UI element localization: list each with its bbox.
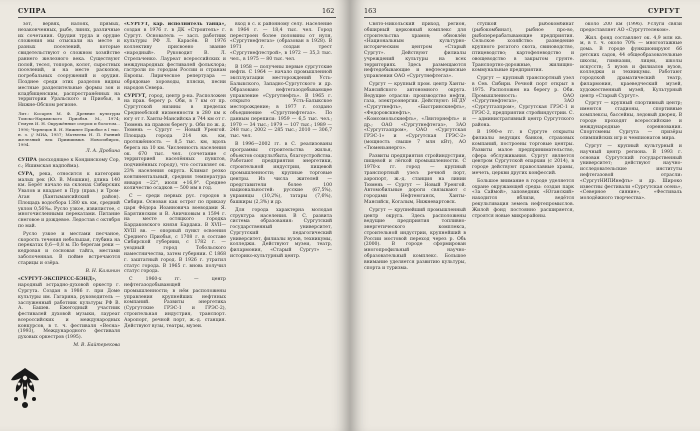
right-page — [350, 0, 700, 431]
article-entry — [124, 22, 226, 92]
page-number-left: 162 — [322, 7, 335, 15]
body-paragraph: Жил. фонд составляет ок. 4,9 млн кв. м, в т. ч. около 70% — многоэтажные дома. В городе функционируют 66 детских садов, 44 общеобразовательные школы, гимназии, лицеи, школы искусств; 5 вузов и филиалов вузов, колледжи и техникумы. Работают городской драматический театр, филармония, краеведческий музей, художественный музей, Культурный центр «Старый Сургут». — [580, 35, 682, 99]
article-entry — [124, 94, 226, 193]
entry-headword: СУРА, — [18, 171, 35, 177]
body-paragraph: Свято-Никольский приход, регион, обширный церковный комплекс для строительства храмов; обновлён «Национальным культурно-историческим центром «Старый Сургут». Действуют филиалы учреждений культуры на всех территориях. Здесь размещаются нефтедобывающие и нефтесервисные управления ОАО «Сургутнефтегаз». — [364, 22, 466, 80]
article-entry — [18, 172, 120, 230]
article-entry — [18, 277, 120, 341]
author-signature: Л. А. Дробина — [85, 149, 120, 155]
body-paragraph: зот, вервях, налоях, прямых, незаконченных, рыбе, линях, различные их сочетания. Орудия труда и орудие сложения мы отыскали на месте и разных поселений, которые свидетельствуют о сложном хозяйстве раннего железного века. Существуют полой, тесел, топоров, колот, сыростных поселений, и на месте раскопов, погребальных сооружений и орудия. Позднее среди этих разделов видны местные разделительные формы зон и кладбищенским, распространённых на территории Уральского и Приобья, в Нижне-Обском регионе. — [18, 22, 120, 109]
article-entry — [18, 158, 120, 170]
body-paragraph: Сургут — крупный культурный и научный центр региона. В 1993 г. основан Сургутский государственный университет; действуют научно-исследовательские институты нефтегазовой отрасли: «СургутНИПИнефть» и др. Широко известны фестивали «Сургутская осень», «Северное сияние», «Фестиваль молодёжного творчества». — [580, 143, 682, 202]
decorative-ornament-icon — [8, 366, 42, 410]
body-paragraph: С 1960-х гг. — центр нефтегазодобывающей промышленности; в нём расположены управления крупнейших нефтяных компаний. Развиты энергетика (Сургутские ГРЭС-1 и ГРЭС-2), строительная индустрия, транспорт. Аэропорт, речной порт, ж.-д. станция. Действуют вузы, театры, музеи. — [124, 277, 226, 329]
entry-text: город, центр р-на. Расположен на прав. берегу р. Оби, в 7 км от пр. Сургутской низины в пределах Среднеобской низменности в 280 км к югу от г. Ханты-Мансийска и 744 км от г. Тюмень на правом берегу р. Оби по ж. д. Тюмень — Сургут — Новый Уренгой. Площадь города 214 кв. км, протяжённость — 8,5 тыс. км, вдоль берега на 10 км. Численность населения ок. 670 тыс. чел. (сочетание с территорией населённых пунктов, подчинённых городу), что составляет ок. 23% населения округа. Климат резко континентальный, средняя температура января −22°, июля +16,9°. Среднее количество осадков — 500 мм в год. — [124, 93, 226, 192]
author-signature: М. В. Байтерекова — [73, 343, 120, 349]
literature-note: Лит.: Косарев М. Ф. Древние культуры Томско-Нарымского Приобья. М., 1974; Гемуев И. Н. Окружённые озером и болотом... 1990; Чернецов В. Н. Нижнее Приобье в I тыс. н. э. // МИА, 1957; Матвеева Н. П. Ранний железный век Приишимья. Новосибирск, 1994. — [18, 110, 120, 148]
body-paragraph: Сургут — крупный пром. центр Ханты-Мансийского автономного округа. Ведущие отрасли: производство нефти, газа, электроэнергии. Действуют: НГДУ «Сургутнефть», «Быстринскнефть», «Федоровскнефть», «Комсомольскнефть», «Лянторнефть» и др.; ОАО «Сургутнефтегаз», ЗАО «Сургутгазпром», ОАО «Сургутская ГРЭС-1» и «Сургутская ГРЭС-2» (мощность свыше 7 млн кВт), АО «Тюменьэнерго». — [364, 81, 466, 151]
entry-headword: СУПРА — [18, 158, 37, 164]
body-paragraph: В 1958 — получены первые сургутские нефти. С 1964 — начало промышленной эксплуатации месторождений Усть-Балыкского, Западно-Сургутского и др. Образовано нефтегазодобывающее управление «Сургутнефть». В 1965 г. открыто Усть-Балыкское месторождение; в 1977 г. создано объединение «Сургутнефтегаз». По данным переписи: 1959 — 6,5 тыс. чел.; 1970 — 34 тыс.; 1979 — 107 тыс.; 1989 — 248 тыс.; 2002 — 285 тыс.; 2010 — 306,7 тыс. чел. — [230, 64, 332, 140]
body-paragraph: вход в с. к районному селу. Население в 1964 г. — 18,4 тыс. чел. Город перестроен более половины от нуля, «Сургутнефтегаз» (образован в 1928). В 1971 г. создан трест «Сургутнефтестрой», в 1972 — 35,3 тыс. чел., в 1975 — 80 тыс. чел. — [230, 22, 332, 62]
body-paragraph: Сургут — крупный транспортный узел в Сев. Сибири. Речной порт открыт в 1975. Расположен на берегу р. Оби. Промышленность: ОАО «Сургутнефтегаз», ЗАО «Сургутгазпром», Сургутская ГРЭС-1 и ГРЭС-2, предприятия стройиндустрии. С. — административный центр Сургутского района. — [472, 76, 574, 128]
right-page-header — [350, 7, 700, 17]
entry-text: народный эстрадно-духовой оркестр г. Сургута. Создан в 1986 г. при Доме культуры им. Гагарина, руководитель — заслуженный работник культуры РФ В. А. Башев. Ежегодный участник фестивалей духовой музыки, лауреат всероссийских и международных конкурсов, в т. ч. фестиваля «Весна» (1993), Международного фестиваля духовых оркестров (1995). — [18, 283, 120, 341]
body-paragraph: Развиты предприятия стройиндустрии, пищевой и лёгкой промышленности. С 1970-х гг. город — крупный транспортный узел: речной порт, аэропорт, ж.-д. станция на линии Тюмень — Сургут — Новый Уренгой. Автомобильные дороги связывают с городами Нефтеюганск, Ханты-Мансийск, Когалым, Нижневартовск. — [364, 153, 466, 205]
running-head-left: СУПРА — [18, 7, 47, 15]
body-paragraph: Для города характерна молодая структура населения. В С. развита система образования: Сургутский государственный университет, Сургутский педагогический университет, филиалы вузов, техникумы, колледжи. Действуют музеи, театр, филармония, «Старый Сургут» — историко-культурный центр. — [230, 207, 332, 260]
body-paragraph: ступкой рыбокомбинат (рыбокомбинат), рыбное про-во, рыбоперерабатывающие предприятия. Сельское хозяйство: разведение крупного рогатого скота, свиноводство, птицеводство; картофелеводство и овощеводство в закрытом грунте. Транспортно-дорожные, жилищно-коммунальные предприятия. — [472, 22, 574, 74]
body-paragraph: Большое внимание в городе уделяется охране окружающей среды: создан парк «За Саймой», заповедник «Юганский» находится вблизи, ведётся рекультивация земель нефтепромыслов. Жилой фонд постоянно расширяется, строятся новые микрорайоны. — [472, 178, 574, 219]
entry-text: (восходящее к Кондинскому Сор, с.; Ишимская надпойма). — [18, 158, 120, 169]
right-column-1 — [364, 22, 466, 273]
left-column-2 — [124, 22, 226, 331]
left-column-1 — [18, 22, 120, 352]
body-paragraph: около 200 км (1996). Услуги связи предоставляет АО «Сургуттелеком». — [580, 22, 682, 33]
header-rule-right — [364, 17, 682, 18]
right-column-3 — [580, 22, 682, 204]
left-column-3 — [230, 22, 332, 262]
entry-headword: «СУРГУТ-ЭКСПРЕСС-БЭНД», — [18, 277, 97, 283]
body-paragraph: С — среди первых рус. городов в Сибири. Основан как острог по приказу царя Фёдора Иоанновича воеводами Я. Барятинским и В. Аничковым в 1594 г. на месте остяцкого городка Бардаковского князя Бардака. В XVII—XVIII вв. — опорный пункт освоения Среднего Приобья, с 1708 г. в составе Сибирской губернии, с 1782 г. — уездный город Тобольского наместничества, затем губернии. С 1868 г. заштатный город. В 1926 г. утратил статус города. В 1965 г. вновь получил статус города. — [124, 194, 226, 275]
left-page-header — [0, 7, 350, 17]
body-paragraph: Русло узкое и местами песчаное, скорость течения небольшая, глубина на перекатах 0,6—0,8 м. По берегам реки — кедровая и сосновая тайга, местами заболоченная. В пойме встречаются старицы и озёра. — [18, 231, 120, 266]
body-paragraph: Сургут — крупнейший промышленный центр округа. Здесь расположены ведущие предприятия топливно-энергетического комплекса, строительной индустрии, крупнейший в России мостовой переход через р. Обь (2000). В городе сформирован многопрофильный научно-образовательный комплекс. Большое внимание уделяется развитию культуры, спорта и туризма. — [364, 207, 466, 271]
body-paragraph: В 1990-е гг. в Сургуте открыты филиалы ведущих банков, страховых компаний, построены торговые центры. Развиты малое предпринимательство, сфера обслуживания. Сургут является центром Сургутской епархии (с 2014), в городе действуют православные храмы, мечеть, церкви других конфессий. — [472, 130, 574, 176]
entry-text: создан в 1976 г. в ДК «Строитель» г. Сургут. Основатель — засл. работник культуры РФ Л. Карасёв. В 1976 коллективу присвоено звание «народный». Руководит В. Л. Стрельченко. Лауреат всероссийских и международных фестивалей фольклора; гастроли по городам России и странам Европы. Лирическое репертуара — обрядовые хороводы, пляски, песни народов Севера. — [124, 27, 226, 91]
page-number-right: 163 — [364, 7, 377, 15]
body-paragraph: Сургут — крупный спортивный центр; имеются стадионы, спортивные комплексы, бассейны, ледовый дворец. В городе проходят всероссийские и международные соревнования. Спортсмены Сургута — призёры олимпийских игр и чемпионатов мира. — [580, 101, 682, 142]
entry-text: река, относится к категории малых рек (Ю. В. Мошкин), длина 140 км. Берёт начало на склонах Сибирских Увалов и впадает в Пур (прав.) и Тром-Аган (Хантымансийский район). Площадь водосбора 1380 кв. км, средний уклон 0,56‰. Русло узкое, извилистое, с многочисленными перекатами. Питание снеговое и дождевое. Ледостав с октября по май. — [18, 171, 120, 229]
running-head-right: СУРГУТ — [648, 7, 680, 15]
author-signature: В. Н. Калинин — [85, 268, 120, 274]
right-column-2 — [472, 22, 574, 221]
entry-headword: СУРГУТ, — [124, 93, 147, 99]
entry-headword: «СУРГУТ, кар. исполнитель танца», — [124, 22, 226, 27]
header-rule-left — [18, 17, 336, 18]
body-paragraph: В 1996—2002 гг. в С. реализованы программы строительства жилья, объектов соцкультбыта, благоустройства. Работают предприятия энергетики, строительной индустрии, пищевой промышленности; крупные торговые центры. Из числа жителей — представители более 100 национальностей: русские (67,5%), украинцы (10,2%), татары (7,6%), башкиры (2,3%) и др. — [230, 141, 332, 205]
